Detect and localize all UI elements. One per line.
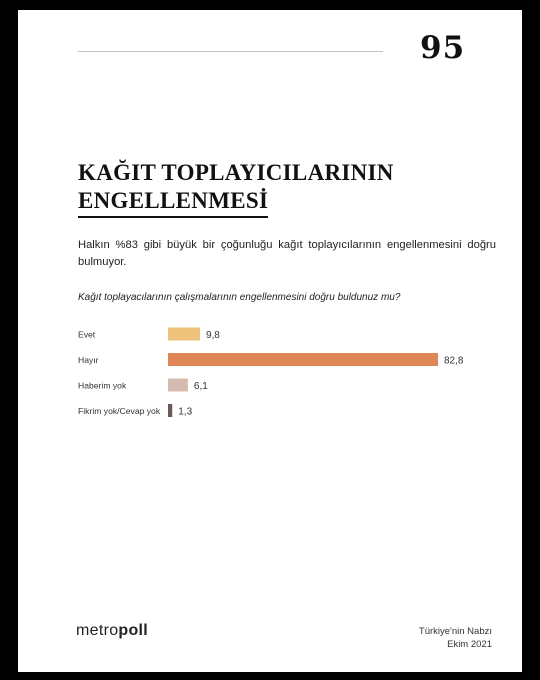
bar xyxy=(168,328,200,341)
category-label: Fikrim yok/Cevap yok xyxy=(78,406,161,416)
bar xyxy=(168,353,438,366)
category-label: Evet xyxy=(78,329,96,340)
brand-logo-bold: poll xyxy=(118,622,149,639)
title-line-2: ENGELLENMESİ xyxy=(78,187,268,218)
bar xyxy=(168,379,188,392)
report-page xyxy=(18,10,522,672)
category-label: Haberim yok xyxy=(78,380,127,391)
title-line-1: KAĞIT TOPLAYICILARININ xyxy=(78,160,394,185)
brand-logo-light: metro xyxy=(76,622,119,639)
response-bar-chart xyxy=(18,10,522,672)
source-line-1: Türkiye'nin Nabzı xyxy=(418,626,492,637)
survey-question: Kağıt toplayacılarının çalışmalarının engellenmesini doğru buldunuz mu? xyxy=(78,292,401,303)
value-label: 1,3 xyxy=(178,406,193,418)
brand-logo xyxy=(76,622,148,640)
value-label: 82,8 xyxy=(444,355,464,367)
value-label: 9,8 xyxy=(205,329,220,341)
source-note xyxy=(419,625,492,651)
bar xyxy=(168,404,172,417)
summary-text: Halkın %83 gibi büyük bir çoğunluğu kağıt toplayıcılarının engellenmesini doğru bulmuyor. xyxy=(78,239,496,268)
page-number: 95 xyxy=(420,30,466,66)
source-line-2: Ekim 2021 xyxy=(447,639,492,650)
value-label: 6,1 xyxy=(193,380,208,392)
category-label: Hayır xyxy=(78,355,99,365)
